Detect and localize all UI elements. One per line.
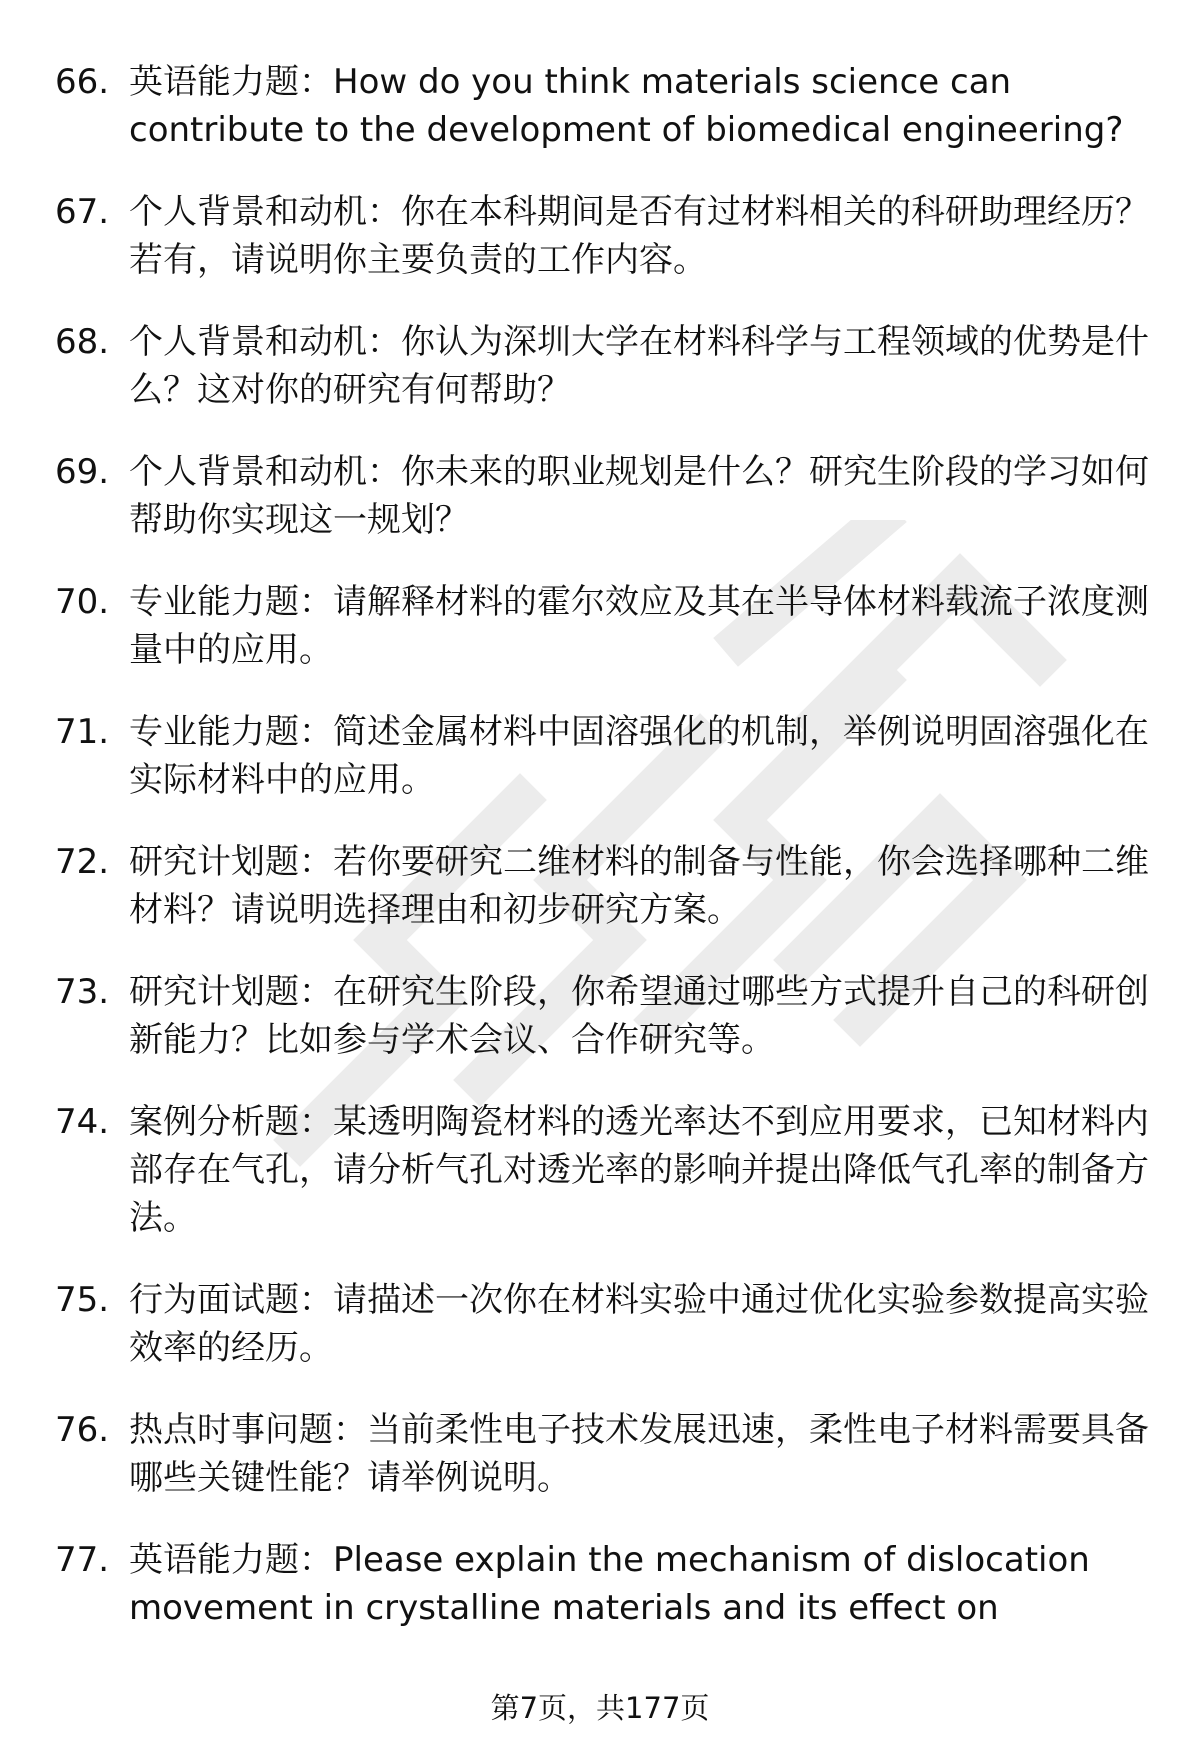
question-list: [55, 58, 1155, 1666]
question-text: 个人背景和动机：你在本科期间是否有过材料相关的科研助理经历？若有，请说明你主要负责的工作内容。: [129, 192, 1149, 280]
question-text: 英语能力题：Please explain the mechanism of dislocation movement in crystalline materials and its effect on: [129, 1540, 1090, 1628]
question-text: 热点时事问题：当前柔性电子技术发展迅速，柔性电子材料需要具备哪些关键性能？请举例说明。: [129, 1410, 1149, 1498]
question-item: [55, 708, 1155, 804]
question-text: 英语能力题：How do you think materials science can contribute to the development of biomedical engineering?: [129, 62, 1124, 150]
question-number: 66.: [55, 62, 110, 102]
question-number: 71.: [55, 712, 110, 752]
question-number: 67.: [55, 192, 110, 232]
question-item: [55, 318, 1155, 414]
question-item: [55, 838, 1155, 934]
question-text: 专业能力题：请解释材料的霍尔效应及其在半导体材料载流子浓度测量中的应用。: [129, 582, 1149, 670]
question-text: 案例分析题：某透明陶瓷材料的透光率达不到应用要求，已知材料内部存在气孔，请分析气孔对透光率的影响并提出降低气孔率的制备方法。: [129, 1102, 1149, 1238]
question-item: [55, 58, 1155, 154]
question-number: 77.: [55, 1540, 110, 1580]
question-number: 76.: [55, 1410, 110, 1450]
question-item: [55, 1098, 1155, 1242]
question-number: 74.: [55, 1102, 110, 1142]
question-text: 个人背景和动机：你未来的职业规划是什么？研究生阶段的学习如何帮助你实现这一规划？: [129, 452, 1149, 540]
question-item: [55, 1536, 1155, 1632]
question-item: [55, 1276, 1155, 1372]
question-text: 行为面试题：请描述一次你在材料实验中通过优化实验参数提高实验效率的经历。: [129, 1280, 1149, 1368]
question-number: 70.: [55, 582, 110, 622]
question-text: 研究计划题：若你要研究二维材料的制备与性能，你会选择哪种二维材料？请说明选择理由和初步研究方案。: [129, 842, 1149, 930]
question-number: 75.: [55, 1280, 110, 1320]
page-number-footer: 第7页，共177页: [490, 1691, 710, 1725]
question-number: 68.: [55, 322, 110, 362]
question-item: [55, 578, 1155, 674]
question-item: [55, 1406, 1155, 1502]
question-number: 73.: [55, 972, 110, 1012]
question-number: 72.: [55, 842, 110, 882]
question-number: 69.: [55, 452, 110, 492]
question-text: 专业能力题：简述金属材料中固溶强化的机制，举例说明固溶强化在实际材料中的应用。: [129, 712, 1149, 800]
question-item: [55, 448, 1155, 544]
question-text: 个人背景和动机：你认为深圳大学在材料科学与工程领域的优势是什么？这对你的研究有何帮助？: [129, 322, 1149, 410]
question-item: [55, 968, 1155, 1064]
question-text: 研究计划题：在研究生阶段，你希望通过哪些方式提升自己的科研创新能力？比如参与学术会议、合作研究等。: [129, 972, 1149, 1060]
question-item: [55, 188, 1155, 284]
